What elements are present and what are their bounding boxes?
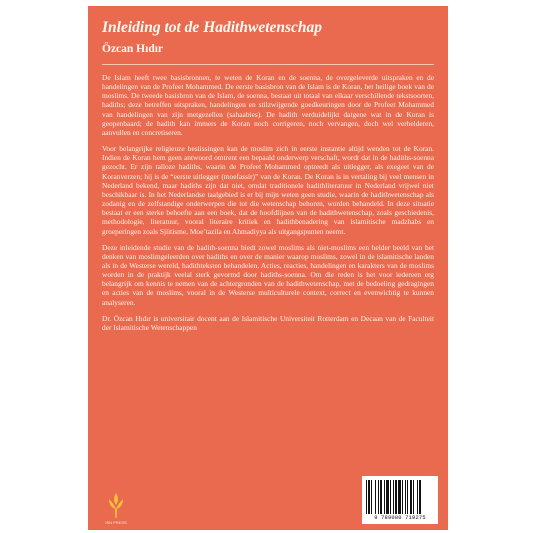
isbn-number: 9 789080 719275 [374,515,426,521]
back-cover [88,6,448,530]
divider [102,64,434,65]
publisher-name: ISN PRESS [105,520,127,525]
book-title: Inleiding tot de Hadithwetenschap [102,19,323,36]
barcode [362,476,438,524]
flame-logo-icon [102,490,130,520]
blurb-paragraph-3: Deze inleidende studie van de hadith-soenna biedt zowel moslims als niet-moslims een helder beeld van het denken van moslimgeleerden over hadiths en over de manier waarop moslims, zowel in de islamitische landen als in de Westerse wereld, hadithteksten behandelen. Acties, reacties, handelingen en karakters van de moslims worden in de praktijk veelal sterk gevormd door hadiths-soenna. Om die reden is het voor iedereen erg belangrijk om kennis te nemen van de achtergronden van de hadithwetenschap, met de bedoeling gedragingen en acties van de moslims, vooral in de Westerse multiculturele context, correct en evenwichtig te kunnen analyseren. [102,242,434,307]
book-author: Özcan Hıdır [102,43,164,55]
blurb-paragraph-1: De Islam heeft twee basisbronnen, te weten de Koran en de soenna, de overgeleverde uitspraken en de handelingen van de Profeet Mohammed. De eerste basisbron van de Islam is de Koran, het heilige boek van de moslims. De tweede basisbron van de Islam, de soenna, bestaat uit totaal van elkaar verschillende tekstsoorten, hadiths; deze betreffen uitspraken, handelingen en stilzwijgende goedkeuringen door de Profeet Mohammed van handelingen van zijn metgezellen (sahaabies). De hadith verduidelijkt datgene wat in de Koran is geopenbaard; de hadith kan immers de Koran noch corrigeren, noch vervangen, doch wel verhelderen, aanvullen en concretiseren. [102,73,434,137]
author-bio: Dr. Özcan Hıdır is universitair docent aan de Islamitische Universiteit Rotterdam en Decaan van de Faculteit der Islamitische Wetenschappen [102,313,434,332]
barcode-bar [419,480,421,514]
barcode-icon [366,480,434,514]
blurb-paragraph-2: Voor belangrijke religieuze beslissingen kan de moslim zich in eerste instantie altijd wenden tot de Koran. Indien de Koran hem geen antwoord omtrent een bepaald onderwerp verschaft, wordt dat in de hadiths-soenna gezocht. Er zijn talloze hadiths, waarin de Profeet Mohammed optreedt als uitlegger, als exegeet van de Koranverzen; hij is de “eerste uitlegger (moefassir)” van de Koran. De Koran is in vertaling bij veel mensen in Nederland bekend, maar hadiths zijn dat niet, omdat traditionele hadithliteratuur in Nederland vrijwel niet beschikbaar is. In het Nederlandse taalgebied is er bij mijn weten geen studie, waarin de hadithwetenschap als zodanig en de zelfstandige onderwerpen die tot die wetenschap behoren, worden behandeld. In deze situatie bestaat er een sterke behoefte aan een boek, dat de hoofdlijnen van de hadithwetenschap, zoals geschiedenis, methodologie, literatuur, vooral literaire kritiek en hadithbenadering van islamitische madzhabs en groeperingen zoals Sjiitisme, Moe’tazila en Ahmadiyya als uitgangspunten neemt. [102,144,434,236]
